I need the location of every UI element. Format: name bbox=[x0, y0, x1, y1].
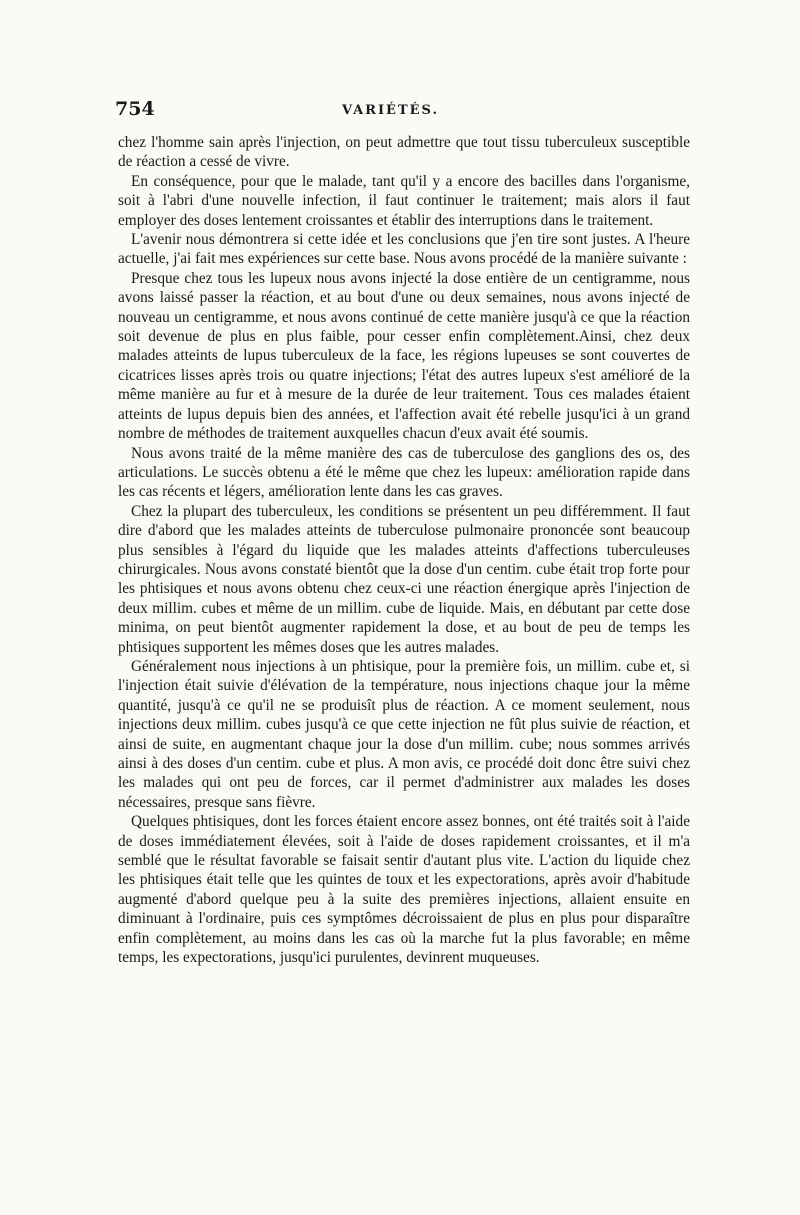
paragraph: Quelques phtisiques, dont les forces étaient encore assez bonnes, ont été traités soit à l'aide de doses immédiatement élevées, soit à l'aide de doses rapidement croissantes, et il m'a semblé que le résultat favorable se faisait sentir d'autant plus vite. L'action du liquide chez les phtisiques était telle que les quintes de toux et les expectorations, après avoir d'habitude augmenté d'abord quelque peu à la suite des premières injections, allaient ensuite en diminuant à l'ordinaire, puis ces symptômes décroissaient de plus en plus pour disparaître enfin complètement, au moins dans les cas où la marche fut la plus favorable; en même temps, les expectorations, jusqu'ici purulentes, devinrent muqueuses. bbox=[118, 813, 690, 967]
page-header bbox=[0, 98, 800, 128]
paragraph: L'avenir nous démontrera si cette idée et les conclusions que j'en tire sont justes. A l'heure actuelle, j'ai fait mes expériences sur cette base. Nous avons procédé de la manière suivante : bbox=[118, 231, 690, 268]
paragraph: Presque chez tous les lupeux nous avons injecté la dose entière de un centigramme, nous avons laissé passer la réaction, et au bout d'une ou deux semaines, nous avons injecté de nouveau un centigramme, et nous avons continué de cette manière jusqu'à ce que la réaction soit devenue de plus en plus faible, pour cesser enfin complètement.Ainsi, chez deux malades atteints de lupus tuberculeux de la face, les régions lupeuses se sont couvertes de cicatrices lisses après trois ou quatre injections; l'état des autres lupeux s'est amélioré de la même manière au fur et à mesure de la durée de leur traitement. Tous ces malades étaient atteints de lupus depuis bien des années, et l'affection avait été rebelle jusqu'ici à un grand nombre de méthodes de traitement auxquelles chacun d'eux avait été soumis. bbox=[118, 269, 690, 443]
running-head: VARIÉTÉS. bbox=[342, 103, 439, 118]
body-text bbox=[118, 133, 690, 967]
page-number: 754 bbox=[115, 98, 155, 120]
paragraph: En conséquence, pour que le malade, tant qu'il y a encore des bacilles dans l'organisme, soit à l'abri d'une nouvelle infection, il faut continuer le traitement; mais alors il faut employer des doses lentement croissantes et établir des interruptions dans le traitement. bbox=[118, 172, 690, 229]
paragraph: Généralement nous injections à un phtisique, pour la première fois, un millim. cube et, si l'injection était suivie d'élévation de la température, nous injections chaque jour la même quantité, jusqu'à ce qu'il ne se produisît plus de réaction. A ce moment seulement, nous injections deux millim. cubes jusqu'à ce que cette injection ne fût plus suivie de réaction, et ainsi de suite, en augmentant chaque jour la dose d'un millim. cube; nous sommes arrivés ainsi à des doses d'un centim. cube et plus. A mon avis, ce procédé doit donc être suivi chez les malades qui ont peu de forces, car il permet d'administrer aux malades les doses nécessaires, presque sans fièvre. bbox=[118, 657, 690, 811]
paragraph: Chez la plupart des tuberculeux, les conditions se présentent un peu différemment. Il faut dire d'abord que les malades atteints de tuberculose pulmonaire prononcée sont beaucoup plus sensibles à l'égard du liquide que les malades atteints d'affections tuberculeuses chirurgicales. Nous avons constaté bientôt que la dose d'un centim. cube était trop forte pour les phtisiques et nous avons obtenu chez ceux-ci une réaction énergique après l'injection de deux millim. cubes et même de un millim. cube de liquide. Mais, en débutant par cette dose minima, on peut bientôt augmenter rapidement la dose, et au bout de peu de temps les phtisiques supportent les mêmes doses que les autres malades. bbox=[118, 502, 690, 656]
paragraph: chez l'homme sain après l'injection, on peut admettre que tout tissu tuberculeux susceptible de réaction a cessé de vivre. bbox=[118, 134, 690, 171]
paragraph: Nous avons traité de la même manière des cas de tuberculose des ganglions des os, des articulations. Le succès obtenu a été le même que chez les lupeux: amélioration rapide dans les cas récents et légers, amélioration lente dans les cas graves. bbox=[118, 444, 690, 501]
